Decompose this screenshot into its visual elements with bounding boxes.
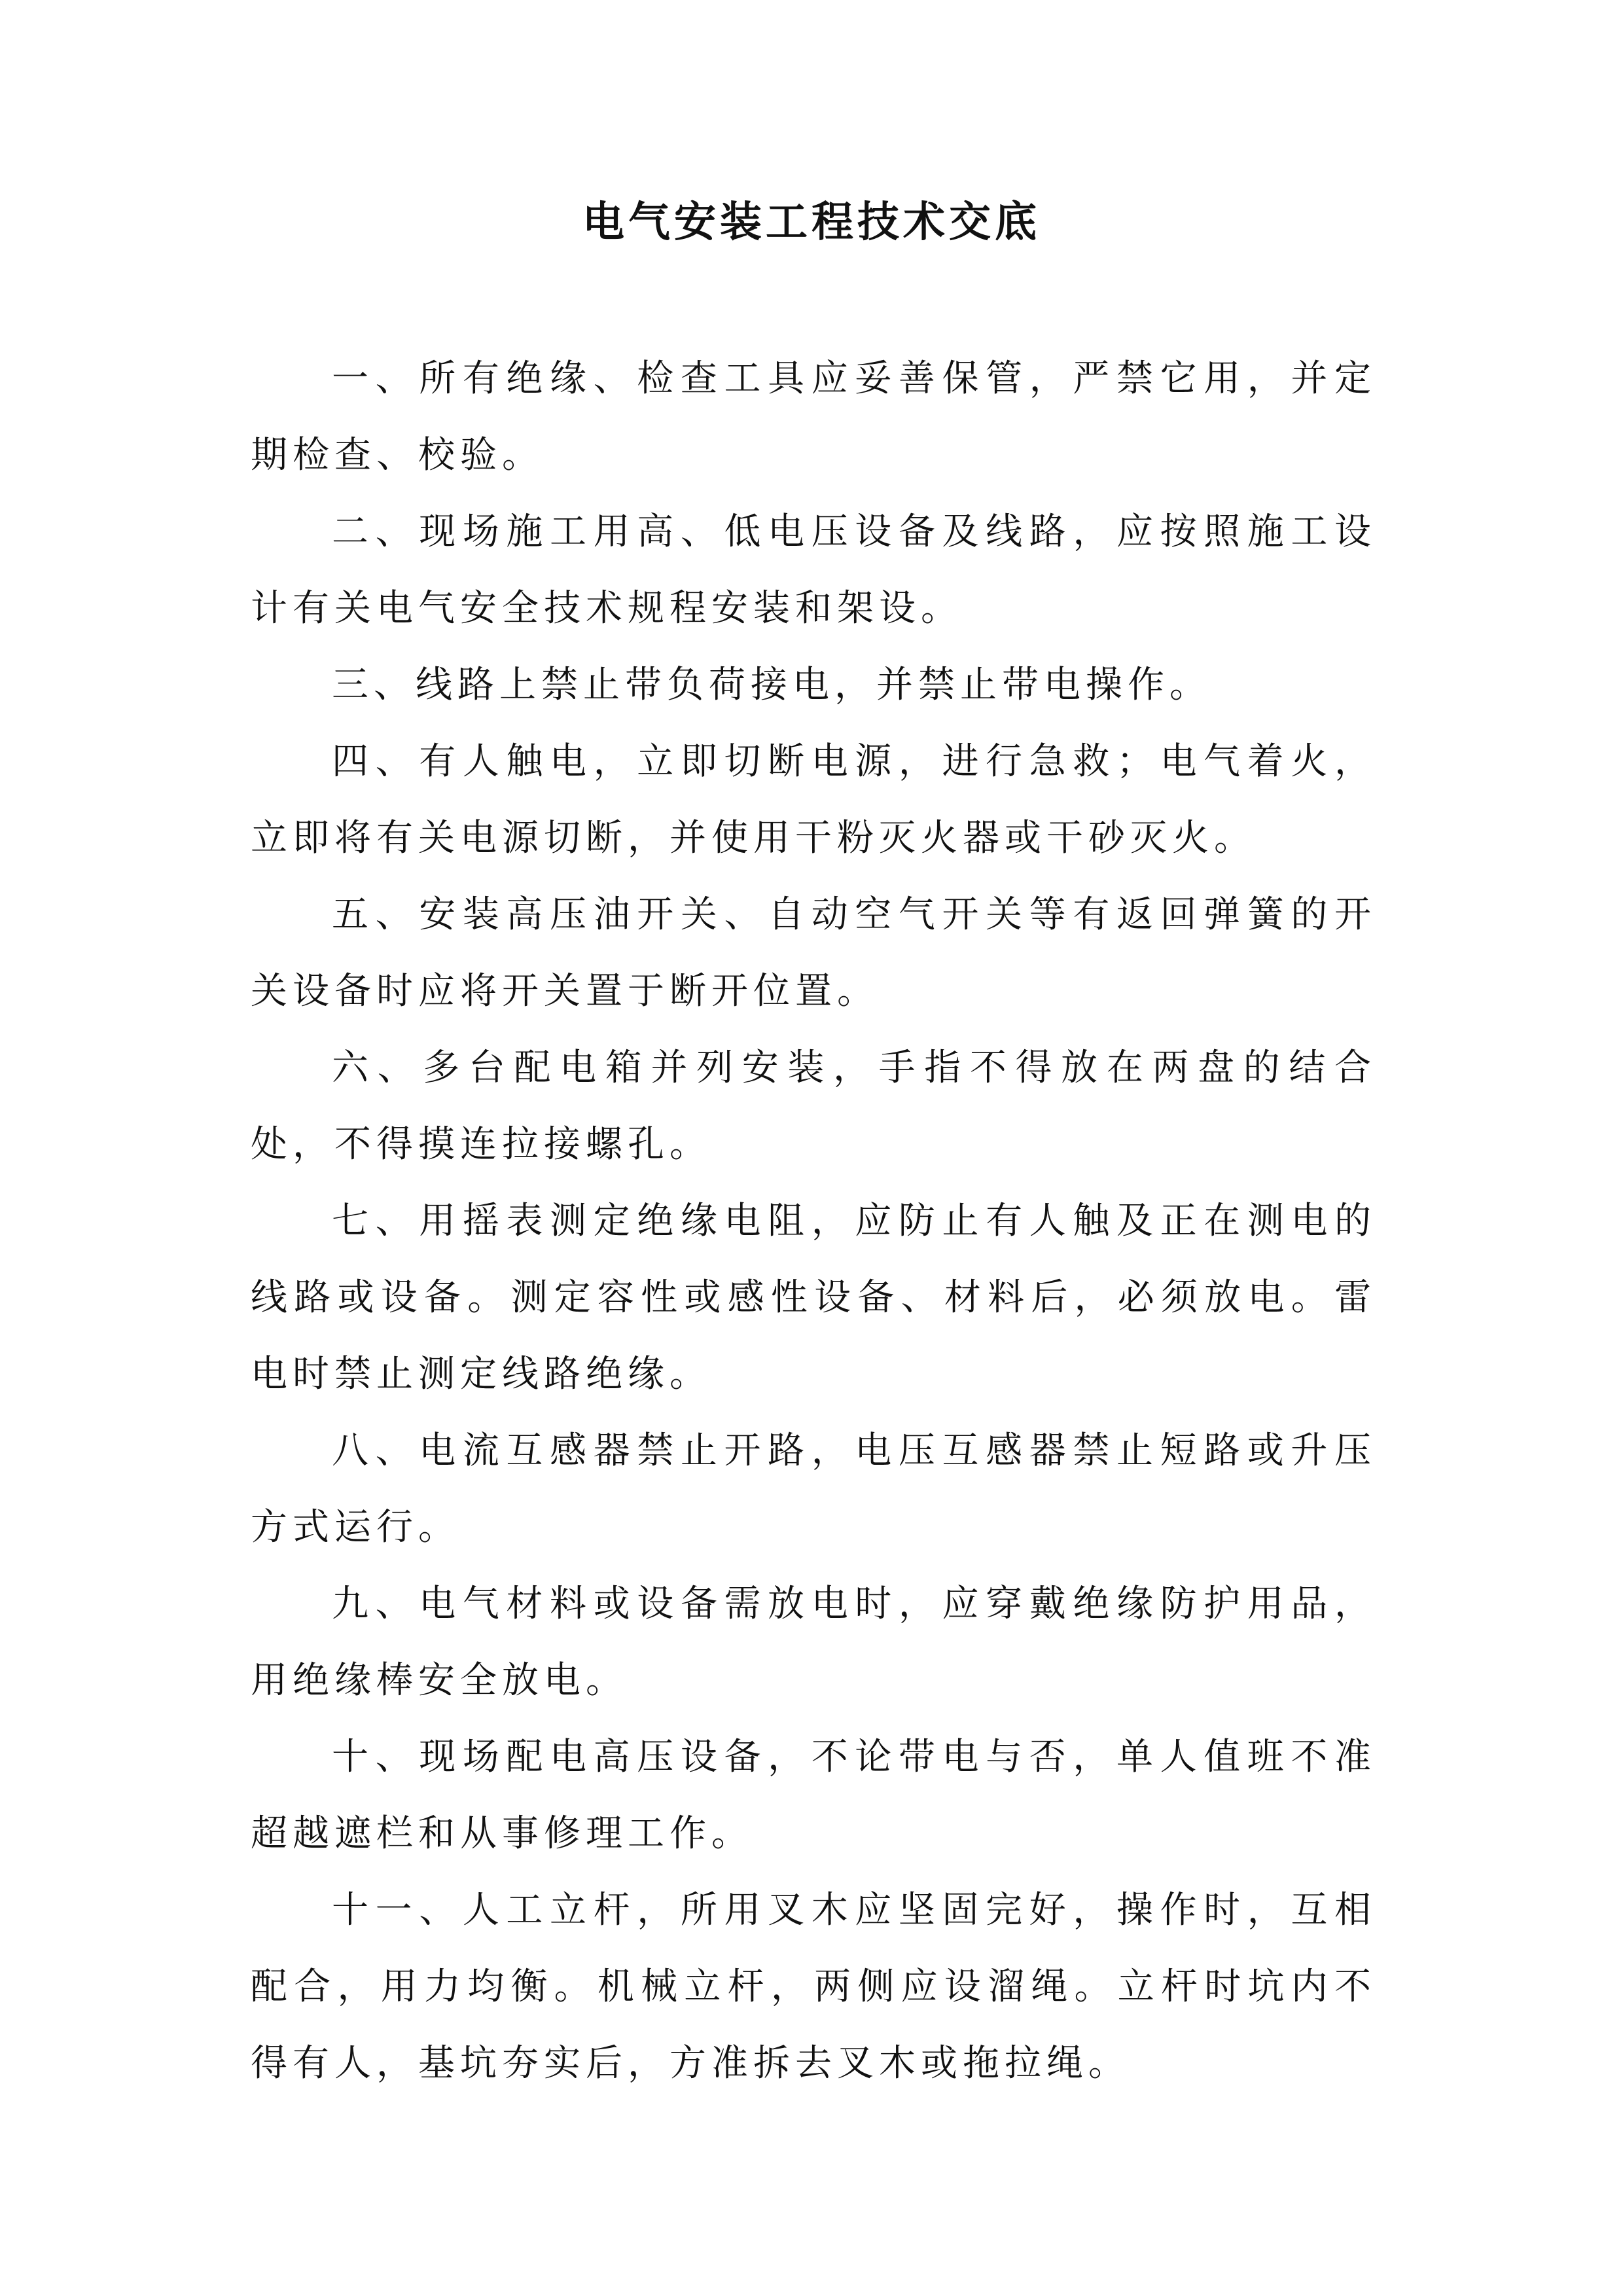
paragraph-10: 十、现场配电高压设备，不论带电与否，单人值班不准超越遮栏和从事修理工作。 xyxy=(251,1736,1376,1855)
paragraph-9: 九、电气材料或设备需放电时，应穿戴绝缘防护用品，用绝缘棒安全放电。 xyxy=(251,1583,1376,1702)
paragraph-2: 二、现场施工用高、低电压设备及线路，应按照施工设计有关电气安全技术规程安装和架设。 xyxy=(251,511,1376,630)
document-body xyxy=(251,340,1376,2102)
paragraph-3: 三、线路上禁止带负荷接电，并禁止带电操作。 xyxy=(332,664,1211,706)
paragraph-11: 十一、人工立杆，所用叉木应坚固完好，操作时，互相配合，用力均衡。机械立杆，两侧应设溜绳。立杆时坑内不得有人，基坑夯实后，方准拆去叉木或拖拉绳。 xyxy=(251,1889,1376,2085)
paragraph-7: 七、用摇表测定绝缘电阻，应防止有人触及正在测电的线路或设备。测定容性或感性设备、材料后，必须放电。雷电时禁止测定线路绝缘。 xyxy=(251,1200,1376,1395)
paragraph-5: 五、安装高压油开关、自动空气开关等有返回弹簧的开关设备时应将开关置于断开位置。 xyxy=(251,893,1376,1013)
paragraph-1: 一、所有绝缘、检查工具应妥善保管，严禁它用，并定期检查、校验。 xyxy=(251,357,1376,476)
paragraph-4: 四、有人触电，立即切断电源，进行急救；电气着火，立即将有关电源切断，并使用干粉灭火器或干砂灭火。 xyxy=(251,740,1376,859)
document-title: 电气安装工程技术交底 xyxy=(582,198,1041,247)
paragraph-6: 六、多台配电箱并列安装，手指不得放在两盘的结合处，不得摸连拉接螺孔。 xyxy=(251,1047,1376,1166)
paragraph-8: 八、电流互感器禁止开路，电压互感器禁止短路或升压方式运行。 xyxy=(251,1429,1376,1549)
